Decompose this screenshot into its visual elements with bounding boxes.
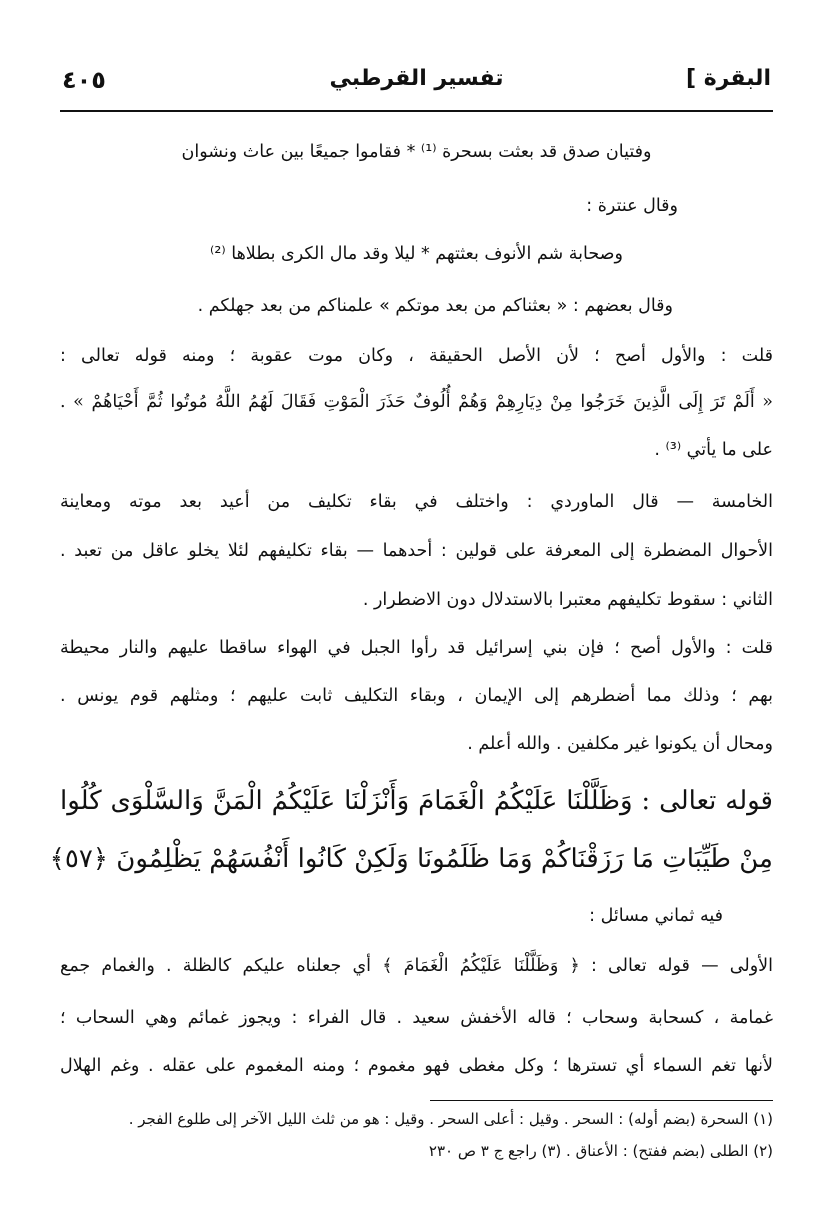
footnote-2-3: (٢) الطلى (بضم ففتح) : الأعناق . (٣) راجع ج ٣ ص ٢٣٠ xyxy=(428,1142,773,1160)
poetry-verse-2: وصحابة شم الأنوف بعثتهم * ليلا وقد مال الكرى بطلاها ⁽²⁾ xyxy=(210,244,623,264)
page-number: ٤٠٥ xyxy=(62,66,106,94)
quran-verse-line: مِنْ طَيِّبَاتِ مَا رَزَقْنَاكُمْ وَمَا ظَلَمُونَا وَلَكِنْ كَانُوا أَنْفُسَهُمْ يَظْلِمُونَ ﴿٥٧﴾ xyxy=(49,844,773,874)
page-header xyxy=(60,62,773,102)
text-line: الثاني : سقوط تكليفهم معتبرا بالاستدلال دون الاضطرار . xyxy=(362,590,773,610)
text-line: الأولى — قوله تعالى : ﴿ وَظَلَّلْنَا عَلَيْكُمُ الْغَمَامَ ﴾ أي جعلناه عليكم كالظلة . والغمام جمع xyxy=(60,956,773,976)
text-line: غمامة ، كسحابة وسحاب ؛ قاله الأخفش سعيد . قال الفراء : ويجوز غمائم وهي السحاب ؛ xyxy=(60,1008,773,1028)
text-line: الخامسة — قال الماوردي : واختلف في بقاء تكليف من أعيد بعد موته ومعاينة xyxy=(60,492,773,512)
text-line: وقال بعضهم : « بعثناكم من بعد موتكم » علمناكم من بعد جهلكم . xyxy=(197,296,673,316)
section-intro: فيه ثماني مسائل : xyxy=(589,906,723,926)
text-line: على ما يأتي ⁽³⁾ . xyxy=(654,440,773,460)
text-line: ومحال أن يكونوا غير مكلفين . والله أعلم . xyxy=(467,734,773,754)
text-line: قلت : والأول أصح ؛ لأن الأصل الحقيقة ، وكان موت عقوبة ؛ ومنه قوله تعالى : xyxy=(60,346,773,366)
text-line: لأنها تغم السماء أي تسترها ؛ وكل مغطى فهو مغموم ؛ ومنه المغموم على عقله . وغم الهلال xyxy=(60,1056,773,1076)
text-line: بهم ؛ وذلك مما أضطرهم إلى الإيمان ، وبقاء التكليف ثابت عليهم ؛ ومثلهم قوم يونس . xyxy=(60,686,773,706)
quran-quote: « أَلَمْ تَرَ إِلَى الَّذِينَ خَرَجُوا مِنْ دِيَارِهِمْ وَهُمْ أُلُوفٌ حَذَرَ الْمَوْتِ فَقَالَ لَهُمُ اللَّهُ مُوتُوا ثُمَّ أَحْيَاهُمْ » . xyxy=(60,392,773,412)
text-line: الأحوال المضطرة إلى المعرفة على قولين : أحدهما — بقاء تكليفهم لئلا يخلو عاقل من تعبد . xyxy=(60,541,773,561)
poetry-verse-1: وفتيان صدق قد بعثت بسحرة ⁽¹⁾ * فقاموا جميعًا بين عاث ونشوان xyxy=(181,142,652,162)
footnote-1: (١) السحرة (بضم أوله) : السحر . وقيل : أعلى السحر . وقيل : هو من ثلث الليل الآخر إلى طلوع الفجر . xyxy=(128,1110,773,1128)
quran-verse-line: قوله تعالى : وَظَلَّلْنَا عَلَيْكُمُ الْغَمَامَ وَأَنْزَلْنَا عَلَيْكُمُ الْمَنَّ وَالسَّلْوَى كُلُوا xyxy=(60,786,773,816)
footnote-rule xyxy=(430,1100,773,1101)
header-rule xyxy=(60,110,773,112)
text-line: قلت : والأول أصح ؛ فإن بني إسرائيل قد رأوا الجبل في الهواء ساقطا عليهم والنار محيطة xyxy=(60,638,773,658)
poem-intro-antara: وقال عنترة : xyxy=(586,196,678,216)
book-title: تفسير القرطبي xyxy=(329,66,504,91)
sura-name: البقرة ] xyxy=(685,66,771,91)
